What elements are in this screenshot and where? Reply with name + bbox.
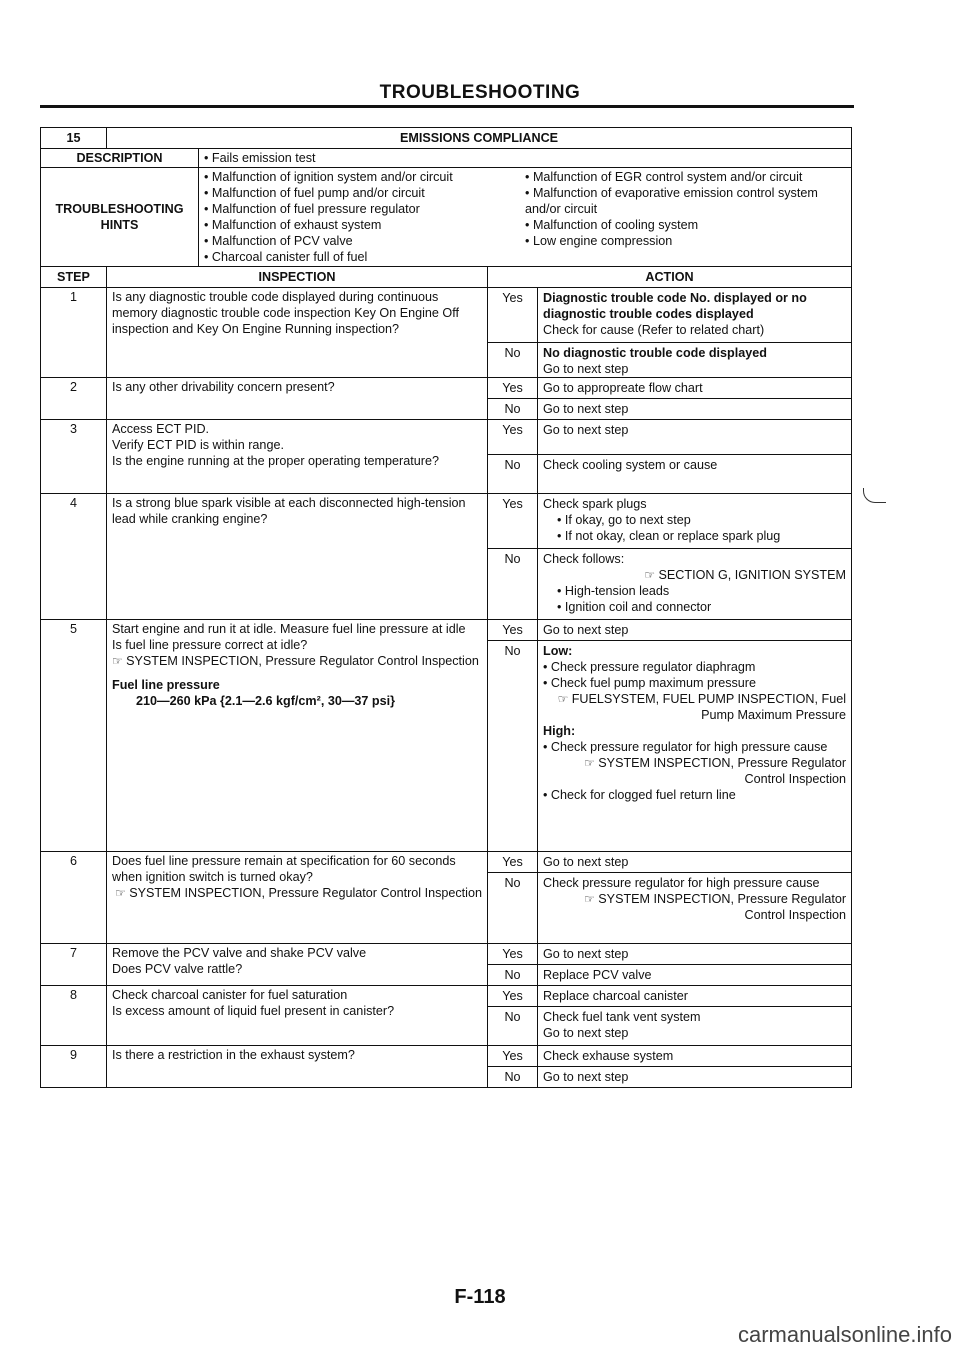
step-answers [488, 852, 538, 944]
step-answers [488, 288, 538, 378]
step-number: 8 [41, 986, 107, 1046]
step-row [41, 1046, 852, 1088]
col-action: ACTION [488, 267, 852, 288]
description-text: • Fails emission test [199, 149, 852, 168]
action-text: Check spark plugs [543, 497, 647, 511]
hints-row [41, 168, 852, 267]
step-answers [488, 944, 538, 986]
hint-item: • Malfunction of evaporative emission control system and/or circuit [525, 185, 846, 217]
inspection-line: Does fuel line pressure remain at specification for 60 seconds when ignition switch is turned okay? [112, 854, 456, 884]
answer-yes: Yes [488, 378, 537, 399]
inspection-line: Is fuel line pressure correct at idle? [112, 638, 308, 652]
action-bullet: • High-tension leads [543, 583, 846, 599]
step-inspection: Is any diagnostic trouble code displayed during continuous memory diagnostic trouble code inspection Key On Engine Off inspection and Key On Engine Running inspection? [107, 288, 488, 378]
hint-item: • Malfunction of cooling system [525, 217, 846, 233]
reference-link: ☞ SYSTEM INSPECTION, Pressure Regulator Control Inspection [112, 885, 482, 901]
answer-yes: Yes [488, 1046, 537, 1067]
step-row [41, 986, 852, 1046]
inspection-line: Check charcoal canister for fuel saturation [112, 988, 348, 1002]
step-inspection [107, 420, 488, 494]
action-yes [538, 288, 851, 343]
action-yes: Go to next step [538, 944, 851, 965]
answer-no: No [504, 346, 521, 360]
watermark[interactable]: carmanualsonline.info [737, 1322, 952, 1347]
inspection-line: Does PCV valve rattle? [112, 962, 243, 976]
inspection-line: Start engine and run it at idle. Measure fuel line pressure at idle [112, 622, 466, 636]
action-no [538, 1007, 851, 1045]
troubleshooting-table [40, 127, 852, 1088]
action-no [538, 873, 851, 943]
step-inspection [107, 944, 488, 986]
answer-yes: Yes [488, 986, 537, 1007]
action-no [538, 549, 851, 619]
action-yes: Go to next step [538, 420, 851, 455]
hint-item: • Malfunction of exhaust system [204, 217, 525, 233]
step-number: 1 [41, 288, 107, 378]
step-row [41, 378, 852, 420]
action-text: Go to next step [543, 1026, 629, 1040]
step-row [41, 420, 852, 494]
step-actions [538, 1046, 852, 1088]
action-bullet: • If okay, go to next step [543, 512, 846, 528]
inspection-line: Remove the PCV valve and shake PCV valve [112, 946, 367, 960]
step-row [41, 288, 852, 378]
step-number: 5 [41, 620, 107, 852]
step-actions [538, 944, 852, 986]
inspection-line: Access ECT PID. [112, 422, 210, 436]
answer-yes: Yes [488, 944, 537, 965]
inspection-line: Verify ECT PID is within range. [112, 438, 284, 452]
reference-link: ☞ SYSTEM INSPECTION, Pressure Regulator Control Inspection [543, 755, 846, 787]
step-number: 7 [41, 944, 107, 986]
answer-yes: Yes [488, 288, 537, 343]
answer-no: No [504, 876, 521, 890]
action-text: Check for cause (Refer to related chart) [543, 323, 765, 337]
hints-content [199, 168, 852, 267]
answer-no: No [504, 968, 521, 982]
hint-item: • Malfunction of PCV valve [204, 233, 525, 249]
action-heading: Low: [543, 644, 573, 658]
action-bullet: • Ignition coil and connector [543, 599, 846, 615]
hint-item: • Low engine compression [525, 233, 846, 249]
action-text: Check pressure regulator for high pressure cause [543, 876, 820, 890]
step-actions [538, 378, 852, 420]
step-inspection: Is any other drivability concern present? [107, 378, 488, 420]
action-bullet: • Check pressure regulator for high pressure cause [543, 739, 846, 755]
hints-label: TROUBLESHOOTING HINTS [41, 168, 199, 267]
inspection-line: Is the engine running at the proper operating temperature? [112, 454, 439, 468]
action-no [538, 343, 851, 377]
section-header-row [41, 128, 852, 149]
step-actions [538, 852, 852, 944]
hint-item: • Malfunction of ignition system and/or circuit [204, 169, 525, 185]
step-inspection: Is a strong blue spark visible at each disconnected high-tension lead while cranking engine? [107, 494, 488, 620]
action-yes: Replace charcoal canister [538, 986, 851, 1007]
answer-yes: Yes [488, 852, 537, 873]
action-bullet: • Check fuel pump maximum pressure [543, 675, 846, 691]
step-row [41, 944, 852, 986]
hint-item: • Malfunction of EGR control system and/or circuit [525, 169, 846, 185]
action-yes: Go to appropreate flow chart [538, 378, 851, 399]
reference-link: ☞ SYSTEM INSPECTION, Pressure Regulator Control Inspection [112, 653, 482, 669]
answer-no: No [504, 1070, 521, 1084]
action-text: No diagnostic trouble code displayed [543, 346, 767, 360]
action-yes: Go to next step [538, 852, 851, 873]
answer-no: No [504, 1010, 521, 1024]
spec-label: Fuel line pressure [112, 678, 220, 692]
col-inspection: INSPECTION [107, 267, 488, 288]
answer-no: No [504, 644, 521, 658]
description-row [41, 149, 852, 168]
title-rule [40, 105, 854, 108]
step-number: 9 [41, 1046, 107, 1088]
step-actions [538, 986, 852, 1046]
action-bullet: • Check for clogged fuel return line [543, 787, 846, 803]
step-answers [488, 420, 538, 494]
step-row [41, 494, 852, 620]
inspection-line: Is excess amount of liquid fuel present in canister? [112, 1004, 395, 1018]
answer-no: No [504, 552, 521, 566]
section-name: EMISSIONS COMPLIANCE [107, 128, 852, 149]
reference-link: ☞ FUELSYSTEM, FUEL PUMP INSPECTION, Fuel Pump Maximum Pressure [543, 691, 846, 723]
action-text: Go to next step [543, 362, 629, 376]
action-no: Replace PCV valve [543, 968, 652, 982]
action-no: Go to next step [543, 1070, 629, 1084]
step-answers [488, 620, 538, 852]
action-no [538, 641, 851, 851]
reference-link: ☞ SECTION G, IGNITION SYSTEM [543, 567, 846, 583]
step-actions [538, 288, 852, 378]
step-inspection: Is there a restriction in the exhaust system? [107, 1046, 488, 1088]
action-yes: Check exhause system [538, 1046, 851, 1067]
page-title: TROUBLESHOOTING [379, 82, 581, 103]
action-bullet: • If not okay, clean or replace spark plug [543, 528, 846, 544]
step-actions [538, 494, 852, 620]
step-actions [538, 420, 852, 494]
answer-yes: Yes [488, 494, 537, 549]
step-row [41, 620, 852, 852]
hint-item: • Malfunction of fuel pump and/or circuit [204, 185, 525, 201]
answer-no: No [504, 458, 521, 472]
answer-yes: Yes [488, 620, 537, 641]
step-inspection [107, 620, 488, 852]
step-answers [488, 1046, 538, 1088]
hints-left-list [204, 169, 525, 265]
description-label: DESCRIPTION [41, 149, 199, 168]
answer-yes: Yes [488, 420, 537, 455]
hint-item: • Malfunction of fuel pressure regulator [204, 201, 525, 217]
answer-no: No [504, 402, 521, 416]
step-number: 3 [41, 420, 107, 494]
step-answers [488, 986, 538, 1046]
action-no: Go to next step [543, 402, 629, 416]
hint-item: • Charcoal canister full of fuel [204, 249, 525, 265]
scan-mark [863, 488, 886, 503]
action-yes [538, 494, 851, 549]
step-answers [488, 494, 538, 620]
action-no: Check cooling system or cause [543, 458, 718, 472]
step-number: 4 [41, 494, 107, 620]
section-number: 15 [41, 128, 107, 149]
step-inspection [107, 986, 488, 1046]
action-yes: Go to next step [538, 620, 851, 641]
step-number: 6 [41, 852, 107, 944]
action-bullet: • Check pressure regulator diaphragm [543, 659, 846, 675]
action-text: Check fuel tank vent system [543, 1010, 701, 1024]
step-actions [538, 620, 852, 852]
step-number: 2 [41, 378, 107, 420]
spec-value: 210—260 kPa {2.1—2.6 kgf/cm², 30—37 psi} [136, 694, 396, 708]
step-row [41, 852, 852, 944]
page-number: F-118 [454, 1286, 506, 1308]
col-step: STEP [41, 267, 107, 288]
hints-right-list [525, 169, 846, 265]
action-text: Diagnostic trouble code No. displayed or no diagnostic trouble codes displayed [543, 291, 807, 321]
action-heading: High: [543, 724, 576, 738]
column-header-row [41, 267, 852, 288]
reference-link: ☞ SYSTEM INSPECTION, Pressure Regulator Control Inspection [543, 891, 846, 923]
step-inspection [107, 852, 488, 944]
action-text: Check follows: [543, 552, 625, 566]
step-answers [488, 378, 538, 420]
